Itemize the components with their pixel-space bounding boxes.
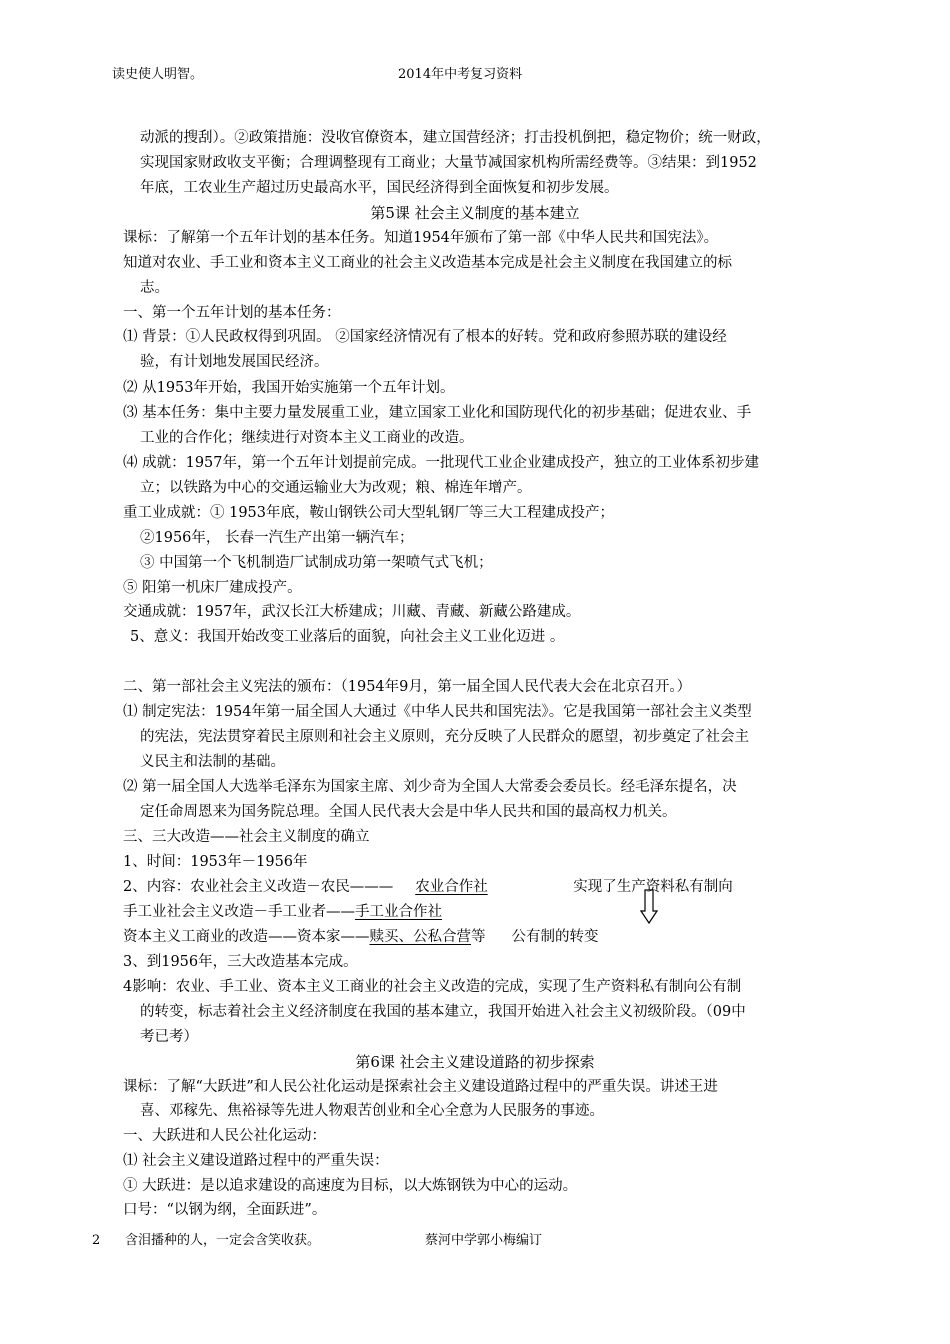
text-line: 3、到1956年，三大改造基本完成。	[123, 954, 358, 970]
underlined-term: 农业合作社	[415, 879, 488, 895]
text-line: ⑴ 背景：①人民政权得到巩固。 ②国家经济情况有了根本的好转。党和政府参照苏联的建设经	[123, 329, 727, 345]
text-line: 动派的搜刮）。②政策措施：没收官僚资本，建立国营经济；打击投机倒把，稳定物价；统一财政，	[140, 130, 771, 146]
text-line: 1、时间：1953年－1956年	[123, 854, 308, 870]
text-line: ⑵ 从1953年开始，我国开始实施第一个五年计划。	[123, 380, 455, 396]
text-line: 4影响：农业、手工业、资本主义工商业的社会主义改造的完成，实现了生产资料私有制向公有制	[123, 979, 742, 995]
transform-row-capitalist	[123, 926, 599, 948]
footer-editor: 蔡河中学郭小梅编订	[425, 1233, 543, 1248]
text-line: ⑷ 成就：1957年，第一个五年计划提前完成。一批现代工业企业建成投产，独立的工业体系初步建	[123, 455, 760, 471]
text-line: 实现国家财政收支平衡；合理调整现有工商业；大量节减国家机构所需经费等。③结果：到1952	[140, 155, 757, 171]
text-line: 知道对农业、手工业和资本主义工商业的社会主义改造基本完成是社会主义制度在我国建立的标	[123, 255, 732, 271]
down-arrow-icon	[640, 889, 658, 925]
text-line: ⑶ 基本任务：集中主要力量发展重工业，建立国家工业化和国防现代化的初步基础；促进农业、手	[123, 405, 752, 421]
text-line: 考已考）	[140, 1029, 198, 1045]
transform-row-handicraft	[123, 901, 442, 923]
text-line: 喜、邓稼先、焦裕禄等先进人物艰苦创业和全心全意为人民服务的事迹。	[140, 1103, 604, 1119]
text-line: ⑴ 社会主义建设道路过程中的严重失误：	[123, 1153, 389, 1169]
text-line: 工业的合作化；继续进行对资本主义工商业的改造。	[140, 430, 474, 446]
text-line: 义民主和法制的基础。	[140, 754, 285, 770]
header-motto: 读史使人明智。	[112, 67, 204, 82]
text-line: 立；以铁路为中心的交通运输业大为改观；粮、棉连年增产。	[140, 480, 532, 496]
text-line: 重工业成就：① 1953年底，鞍山钢铁公司大型轧钢厂等三大工程建成投产；	[123, 505, 615, 521]
text-line: 课标：了解第一个五年计划的基本任务。知道1954年颁布了第一部《中华人民共和国宪法》。	[123, 230, 719, 246]
row-suffix: 实现了生产资料私有制向	[573, 879, 733, 895]
text-line: 年底，工农业生产超过历史最高水平，国民经济得到全面恢复和初步发展。	[140, 180, 619, 196]
underlined-term: 赎买、公私合营	[369, 929, 471, 945]
text-line: 志。	[140, 280, 169, 296]
page-number: 2	[92, 1233, 101, 1248]
section-heading: 二、第一部社会主义宪法的颁布：（1954年9月，第一届全国人民代表大会在北京召开。）	[123, 679, 692, 695]
text-line: ⑤ 阳第一机床厂建成投产。	[123, 580, 302, 596]
row-conclusion: 公有制的转变	[511, 929, 599, 945]
section-heading: 一、第一个五年计划的基本任务：	[123, 305, 341, 321]
text-line: 验，有计划地发展国民经济。	[140, 354, 329, 370]
section-heading: 三、三大改造——社会主义制度的确立	[123, 829, 370, 845]
text-line: ⑴ 制定宪法：1954年第一届全国人大通过《中华人民共和国宪法》。它是我国第一部社会主义类型	[123, 704, 752, 720]
lesson-6-title: 第6课 社会主义建设道路的初步探索	[355, 1053, 595, 1071]
text-line: ③ 中国第一个飞机制造厂试制成功第一架喷气式飞机；	[140, 555, 493, 571]
text-line: 定任命周恩来为国务院总理。全国人民代表大会是中华人民共和国的最高权力机关。	[140, 804, 677, 820]
text-line: 的宪法，宪法贯穿着民主原则和社会主义原则，充分反映了人民群众的愿望，初步奠定了社会主	[140, 729, 749, 745]
text-line: ⑵ 第一届全国人大选举毛泽东为国家主席、刘少奇为全国人大常委会委员长。经毛泽东提名，决	[123, 779, 737, 795]
text-line: 5、意义：我国开始改变工业落后的面貌，向社会主义工业化迈进 。	[130, 629, 565, 645]
text-line: 课标：了解“大跃进”和人民公社化运动是探索社会主义建设道路过程中的严重失误。讲述王进	[123, 1079, 718, 1095]
row-prefix: 2、内容：农业社会主义改造－农民———	[123, 879, 394, 895]
row-suffix: 等	[471, 929, 486, 945]
lesson-5-title: 第5课 社会主义制度的基本建立	[370, 204, 580, 222]
row-prefix: 手工业社会主义改造－手工业者——	[123, 904, 355, 920]
row-prefix: 资本主义工商业的改造——资本家——	[123, 929, 370, 945]
underlined-term: 手工业合作社	[355, 904, 442, 920]
text-line: ① 大跃进：是以追求建设的高速度为目标，以大炼钢铁为中心的运动。	[123, 1178, 578, 1194]
text-line: 交通成就：1957年，武汉长江大桥建成；川藏、青藏、新藏公路建成。	[123, 604, 581, 620]
text-line: 的转变，标志着社会主义经济制度在我国的基本建立，我国开始进入社会主义初级阶段。（09中	[140, 1004, 746, 1020]
text-line: ②1956年， 长春一汽生产出第一辆汽车；	[140, 530, 414, 546]
text-line: 口号：“以钢为纲，全面跃进”。	[123, 1202, 327, 1218]
footer-motto: 含泪播种的人，一定会含笑收获。	[125, 1233, 321, 1248]
section-heading: 一、大跃进和人民公社化运动：	[123, 1128, 326, 1144]
header-title: 2014年中考复习资料	[398, 67, 523, 82]
